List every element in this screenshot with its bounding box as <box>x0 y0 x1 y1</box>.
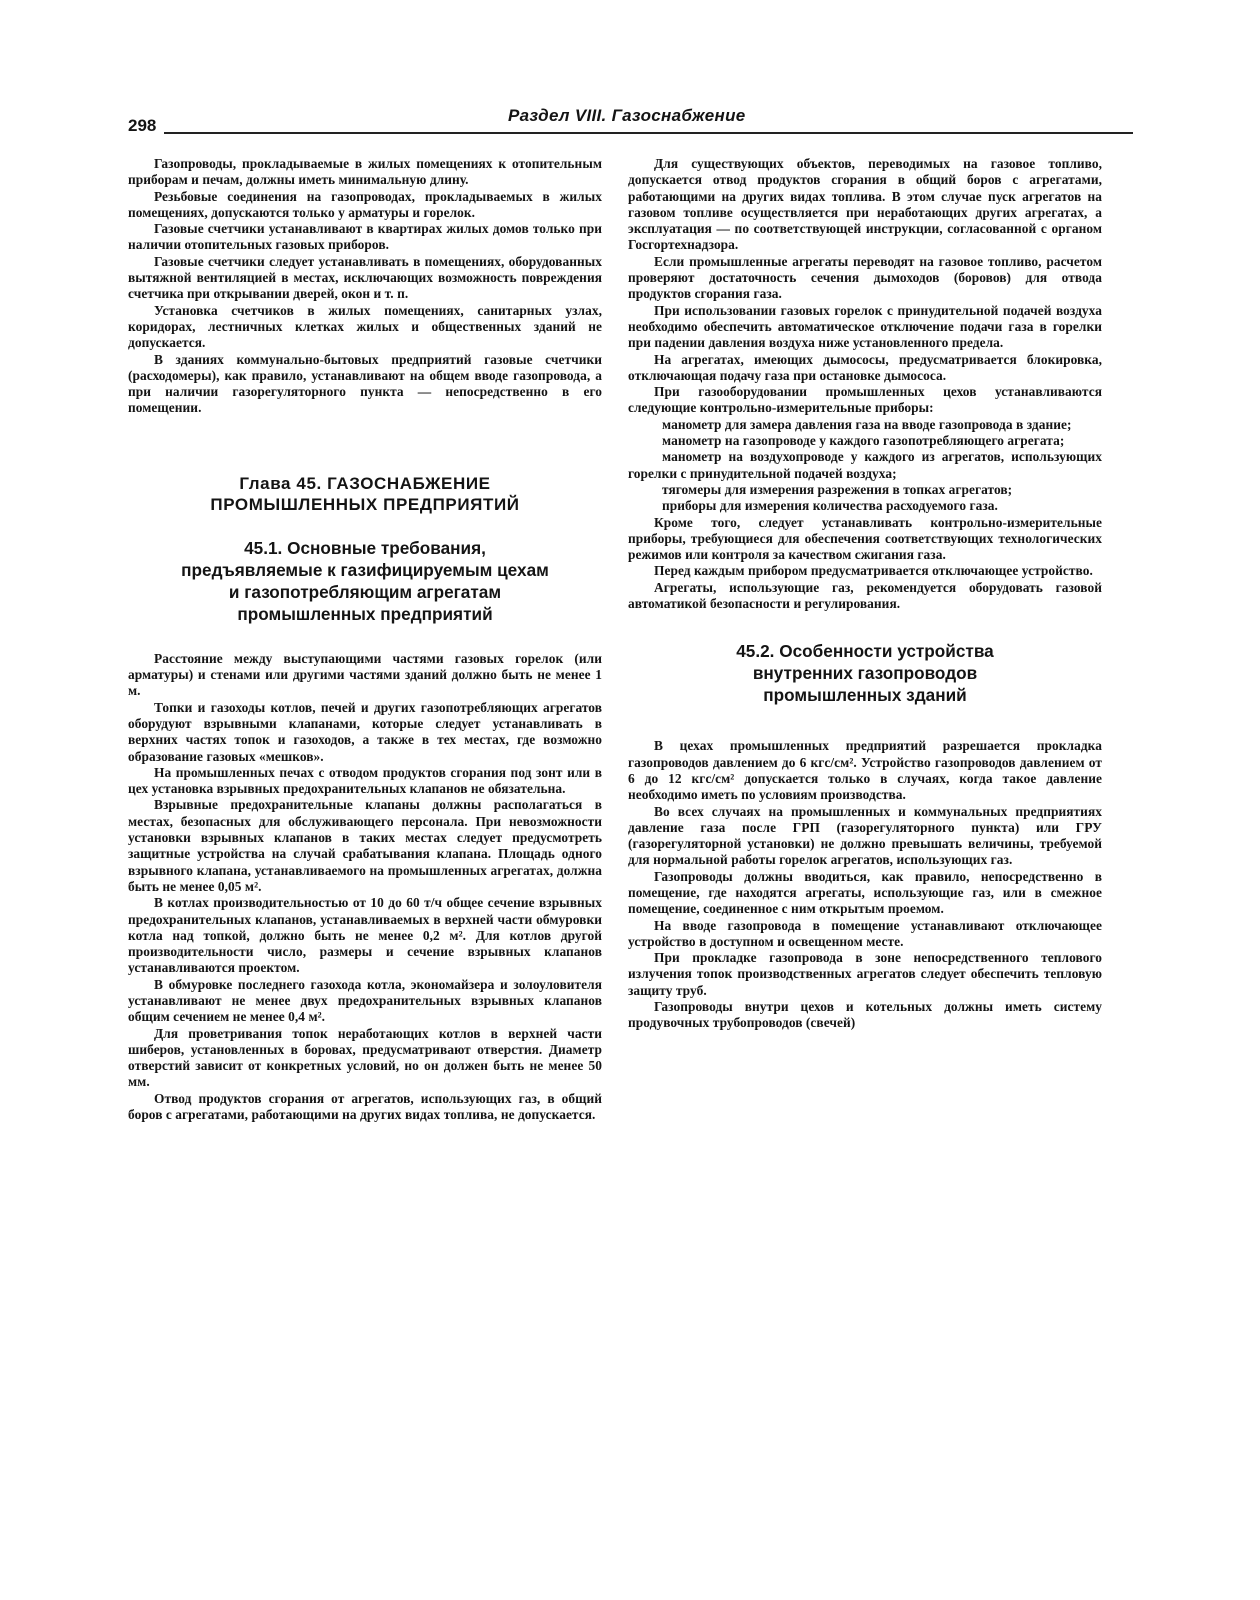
list-item: манометр на воздухопроводе у каждого из агрегатов, использующих горелки с принудительной подачей воздуха; <box>628 449 1102 481</box>
right-column <box>628 156 1102 1032</box>
paragraph: Для существующих объектов, переводимых на газовое топливо, допускается отвод продуктов сгорания в общий боров с агрегатами, работающими на других видах топлива. В этом случае пуск агрегатов на газовом топливе осуществляется при неработающих других агрегатах, а эксплуатация — по соответствующей инструкции, согласованной с органом Госгортехнадзора. <box>628 156 1102 253</box>
paragraph: Газопроводы, прокладываемые в жилых помещениях к отопительным приборам и печам, должны иметь минимальную длину. <box>128 156 602 188</box>
paragraph: Установка счетчиков в жилых помещениях, санитарных узлах, коридорах, лестничных клетках жилых и общественных зданий не допускается. <box>128 302 602 351</box>
page-header <box>128 106 1133 140</box>
list-item: тягомеры для измерения разрежения в топках агрегатов; <box>662 481 1013 497</box>
paragraph: Для проветривания топок неработающих котлов в верхней части шиберов, установленных в боровах, предусматривают отверстия. Диаметр отверстий зависит от конкретных условий, но он должен быть не менее 50 мм. <box>128 1025 602 1090</box>
section-title-line: 45.1. Основные требования, <box>244 537 486 558</box>
list-item: манометр для замера давления газа на вводе газопровода в здание; <box>662 416 1072 432</box>
paragraph: Резьбовые соединения на газопроводах, прокладываемых в жилых помещениях, допускаются только у арматуры и горелок. <box>128 188 602 220</box>
paragraph: Расстояние между выступающими частями газовых горелок (или арматуры) и стенами или другими частями зданий должно быть не менее 1 м. <box>128 650 602 699</box>
paragraph: На вводе газопровода в помещение устанавливают отключающее устройство в доступном и освещенном месте. <box>628 917 1102 949</box>
chapter-title-line: ПРОМЫШЛЕННЫХ ПРЕДПРИЯТИЙ <box>210 494 520 514</box>
paragraph: При прокладке газопровода в зоне непосредственного теплового излучения топок производственных агрегатов следует обеспечить тепловую защиту труб. <box>628 950 1102 998</box>
chapter-title <box>128 473 602 515</box>
paragraph: Если промышленные агрегаты переводят на газовое топливо, расчетом проверяют достаточность сечения дымоходов (боровов) для отвода продуктов сгорания газа. <box>628 253 1102 302</box>
page-number: 298 <box>128 116 157 135</box>
paragraph: Агрегаты, использующие газ, рекомендуется оборудовать газовой автоматикой безопасности и регулирования. <box>628 579 1102 612</box>
list-item: приборы для измерения количества расходуемого газа. <box>662 498 998 514</box>
paragraph: Топки и газоходы котлов, печей и других газопотребляющих агрегатов оборудуют взрывными клапанами, которые следует устанавливать в верхних частях топок и газоходов, а также в тех местах, где возможно образование газовых «мешков». <box>128 699 602 764</box>
paragraph: Взрывные предохранительные клапаны должны располагаться в местах, безопасных для обслуживающего персонала. При невозможности установки взрывных клапанов в таких местах следует предусмотреть защитные устройства на случай срабатывания клапана. Площадь одного взрывного клапана, устанавливаемого на промышленных агрегатах, должна быть не менее 0,05 м². <box>128 797 602 894</box>
paragraph: На промышленных печах с отводом продуктов сгорания под зонт или в цех установка взрывных предохранительных клапанов не обязательна. <box>128 764 602 797</box>
paragraph: Газовые счетчики следует устанавливать в помещениях, оборудованных вытяжной вентиляцией в местах, исключающих возможность повреждения счетчика при открывании дверей, окон и т. п. <box>128 253 602 302</box>
section-title-line: внутренних газопроводов <box>752 663 978 684</box>
list-item: манометр на газопроводе у каждого газопотребляющего агрегата; <box>662 433 1065 449</box>
chapter-title-line: Глава 45. ГАЗОСНАБЖЕНИЕ <box>239 473 491 493</box>
paragraph: Газопроводы внутри цехов и котельных должны иметь систему продувочных трубопроводов (свечей) <box>628 999 1102 1031</box>
paragraph: Отвод продуктов сгорания от агрегатов, использующих газ, в общий боров с агрегатами, работающими на других видах топлива, не допускается. <box>128 1090 602 1123</box>
section-title-line: предъявляемые к газифицируемым цехам <box>181 559 549 580</box>
section-title-45-1 <box>128 537 602 625</box>
paragraph: При использовании газовых горелок с принудительной подачей воздуха необходимо обеспечить автоматическое отключение подачи газа в горелки при падении давления воздуха ниже установленного предела. <box>628 302 1102 351</box>
paragraph: Газопроводы должны вводиться, как правило, непосредственно в помещение, где находятся агрегаты, использующие газ, или в смежное помещение, соединенное с ним открытым проемом. <box>628 868 1102 917</box>
paragraph: Во всех случаях на промышленных и коммунальных предприятиях давление газа после ГРП (газорегуляторного пункта) или ГРУ (газорегуляторной установки) не должно превышать величины, требуемой для нормальной работы горелок агрегатов, использующих газ. <box>628 803 1102 868</box>
section-title-line: 45.2. Особенности устройства <box>736 641 994 662</box>
paragraph: При газооборудовании промышленных цехов устанавливаются следующие контрольно-измерительные приборы: <box>628 384 1102 416</box>
paragraph: Газовые счетчики устанавливают в квартирах жилых домов только при наличии отопительных газовых приборов. <box>128 221 602 253</box>
left-column <box>128 156 602 1123</box>
section-title-line: промышленных предприятий <box>237 603 493 624</box>
paragraph: В обмуровке последнего газохода котла, экономайзера и золоуловителя устанавливают не менее двух предохранительных взрывных клапанов общим сечением не менее 0,4 м². <box>128 976 602 1025</box>
running-head: Раздел VIII. Газоснабжение <box>508 106 746 125</box>
section-title-45-2 <box>628 640 1102 706</box>
section-title-line: промышленных зданий <box>763 685 967 706</box>
paragraph: В цехах промышленных предприятий разрешается прокладка газопроводов давлением до 6 кгс/см². Устройство газопроводов давлением от 6 до 12 кгс/см² допускается только в случаях, когда такое давление необходимо иметь по условиям производства. <box>628 738 1102 803</box>
paragraph: Перед каждым прибором предусматривается отключающее устройство. <box>654 563 1093 579</box>
paragraph: В котлах производительностью от 10 до 60 т/ч общее сечение взрывных предохранительных клапанов, устанавливаемых в верхней части обмуровки котла над топкой, должно быть не менее 0,2 м². Для котлов другой производительности число, размеры и сечение взрывных клапанов устанавливаются проектом. <box>128 895 602 976</box>
paragraph: В зданиях коммунально-бытовых предприятий газовые счетчики (расходомеры), как правило, устанавливают на общем вводе газопровода, а при наличии газорегуляторного пункта — непосредственно в его помещении. <box>128 351 602 416</box>
paragraph: На агрегатах, имеющих дымососы, предусматривается блокировка, отключающая подачу газа при остановке дымососа. <box>628 351 1102 383</box>
section-title-line: и газопотребляющим агрегатам <box>228 581 502 602</box>
header-rule <box>164 132 1133 134</box>
paragraph: Кроме того, следует устанавливать контрольно-измерительные приборы, требующиеся для обеспечения соответствующих технологических режимов или контроля за качеством сжигания газа. <box>628 514 1102 563</box>
